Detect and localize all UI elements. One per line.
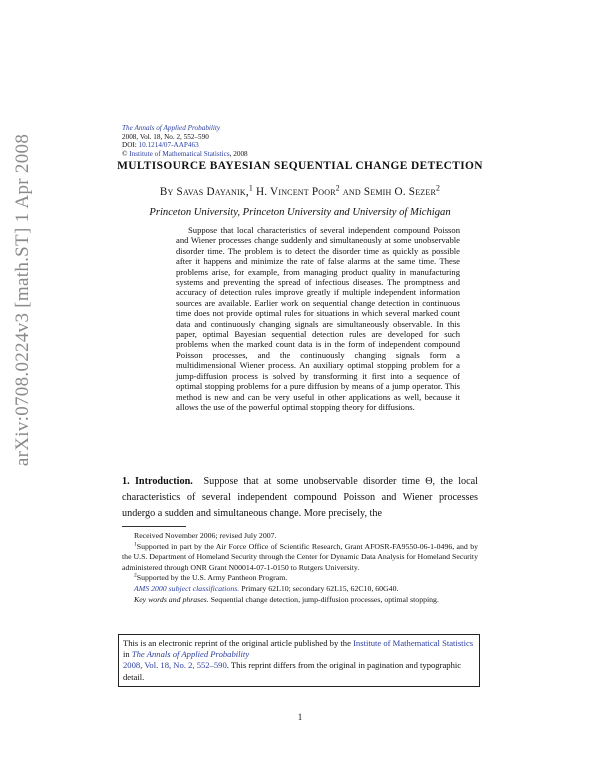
author3-footnote-mark: 2 xyxy=(436,183,441,193)
arxiv-identifier: arXiv:0708.0224v3 [math.ST] 1 Apr 2008 xyxy=(12,133,33,467)
footnote-1 xyxy=(122,542,478,574)
journal-volume: 2008, Vol. 18, No. 2, 552–590 xyxy=(122,132,209,141)
page-number: 1 xyxy=(297,712,303,722)
footnote-2 xyxy=(122,573,478,584)
journal-name[interactable]: The Annals of Applied Probability xyxy=(122,124,221,132)
abstract: Suppose that local characteristics of several independent compound Poisson and Wiener processes change suddenly and simultaneously at some unobservable disorder time. The problem is to detect the disorder time as quickly as possible after it happens and minimize the rate of false alarms at the same time. These problems arise, for example, from managing product quality in manufacturing systems and preventing the spread of infectious diseases. The promptness and accuracy of detection rules improve greatly if multiple independent information sources are available. Earlier work on sequential change detection in continuous time does not provide optimal rules for situations in which several marked count data and continuously changing signals are simultaneously observable. In this paper, optimal Bayesian sequential detection rules are developed for such problems when the marked count data is in the form of independent compound Poisson processes, and the continuously changing signals form a multidimensional Wiener process. An auxiliary optimal stopping problem for a jump-diffusion process is solved by transforming it first into a sequence of optimal stopping problems for a pure diffusion by means of a jump operator. This method is new and can be very useful in other applications as well, because it allows the use of the powerful optimal stopping theory for diffusions. xyxy=(176,225,460,412)
footnote-2-mark: 2 xyxy=(134,572,137,579)
journal-copyright-line xyxy=(122,150,248,159)
reprint-journal-link[interactable]: The Annals of Applied Probability xyxy=(131,649,250,660)
reprint-rest: . This reprint differs from the original in pagination and typographic detail. xyxy=(123,660,462,682)
copyright-year: , 2008 xyxy=(229,149,248,158)
footnote-1-text: Supported in part by the Air Force Office of Scientific Research, Grant AFOSR-FA9550-06-1-0496, and by the U.S. Department of Homeland Security through the Center for Dynamic Data Analysis for Homeland Security administered through ONR Grant N00014-07-1-0150 to Rutgers University. xyxy=(122,541,478,572)
ams-link[interactable]: AMS 2000 subject classifications. xyxy=(134,583,240,593)
journal-doi-line xyxy=(122,141,248,150)
author-poor: H. Vincent Poor xyxy=(255,186,336,198)
doi-link[interactable]: 10.1214/07-AAP463 xyxy=(138,141,199,150)
reprint-notice-box xyxy=(118,634,480,687)
ams-codes: Primary 62L10; secondary 62L15, 62C10, 60G40. xyxy=(239,583,399,593)
reprint-in: in xyxy=(123,649,132,660)
arxiv-sidebar-stamp xyxy=(8,40,38,560)
reprint-intro: This is an electronic reprint of the original article published by the xyxy=(123,638,354,648)
author-line xyxy=(0,183,600,198)
ams-classification xyxy=(122,584,478,595)
footnote-2-text: Supported by the U.S. Army Pantheon Program. xyxy=(136,573,288,583)
author-sezer: Semih O. Sezer xyxy=(363,186,436,198)
keywords-text: Sequential change detection, jump-diffusion processes, optimal stopping. xyxy=(208,594,439,604)
intro-text: Suppose that at some unobservable disorder time Θ, the local characteristics of several independent compound Poisson and Wiener processes undergo a sudden and simultaneous change. More precisely, the xyxy=(122,476,478,519)
reprint-ims-link[interactable]: Institute of Mathematical Statistics xyxy=(353,638,474,648)
paper-title: MULTISOURCE BAYESIAN SEQUENTIAL CHANGE DETECTION xyxy=(117,160,483,172)
introduction-paragraph xyxy=(122,474,478,522)
and-word: and xyxy=(342,186,361,198)
author1-footnote-mark: 1 xyxy=(248,183,253,193)
footnotes xyxy=(122,531,478,605)
copyright-symbol: © xyxy=(122,149,128,158)
footnote-1-mark: 1 xyxy=(134,541,137,547)
keywords xyxy=(122,595,478,606)
intro-heading: 1. Introduction. xyxy=(122,476,193,487)
author2-footnote-mark: 2 xyxy=(335,183,340,193)
journal-header xyxy=(122,124,248,158)
affiliations: Princeton University, Princeton University and University of Michigan xyxy=(149,207,451,218)
doi-prefix: DOI: xyxy=(122,141,139,150)
reprint-volume-link[interactable]: 2008, Vol. 18, No. 2, 552–590 xyxy=(123,660,227,671)
ims-link[interactable]: Institute of Mathematical Statistics xyxy=(129,149,230,158)
by-word: By xyxy=(159,186,174,198)
footnote-rule xyxy=(122,526,186,527)
received-note: Received November 2006; revised July 2007. xyxy=(134,531,277,540)
author-dayanik: Savas Dayanik, xyxy=(176,186,249,198)
keywords-label: Key words and phrases. xyxy=(134,594,209,604)
